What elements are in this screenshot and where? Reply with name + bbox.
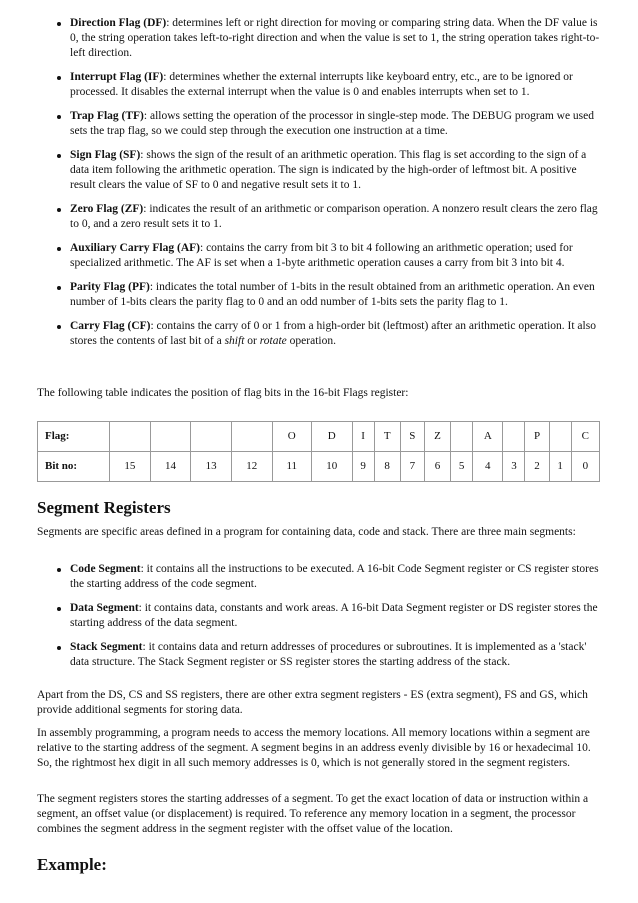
term: Zero Flag (ZF)	[70, 203, 144, 215]
list-item: Stack Segment: it contains data and return addresses of procedures or subroutines. It is implemented as a 'stack' data structure. The Stack Segment register or SS register stores the starting address of the stack.	[0, 640, 638, 670]
table-cell: I	[352, 422, 374, 452]
table-cell: 2	[525, 452, 549, 482]
segment-intro: Segments are specific areas defined in a program for containing data, code and stack. There are three main segments:	[37, 526, 576, 538]
table-cell: P	[525, 422, 549, 452]
term: Code Segment	[70, 563, 141, 575]
table-cell	[503, 422, 525, 452]
segments-list	[0, 562, 638, 670]
table-cell: 0	[571, 452, 599, 482]
table-cell	[150, 422, 191, 452]
term: Carry Flag (CF)	[70, 320, 151, 332]
term: Parity Flag (PF)	[70, 281, 150, 293]
table-cell: 13	[191, 452, 232, 482]
table-cell: 15	[110, 452, 151, 482]
paragraph: Apart from the DS, CS and SS registers, there are other extra segment registers - ES (extra segment), FS and GS, which provide additional segments for storing data.	[37, 689, 588, 716]
term: Stack Segment	[70, 641, 143, 653]
table-cell: S	[400, 422, 424, 452]
term: Data Segment	[70, 602, 139, 614]
section-heading: Segment Registers	[37, 498, 171, 517]
table-row	[38, 452, 600, 482]
term: Sign Flag (SF)	[70, 149, 141, 161]
table-cell: A	[473, 422, 503, 452]
row-label: Flag:	[38, 422, 110, 452]
list-item: Direction Flag (DF): determines left or right direction for moving or comparing string data. When the DF value is 0, the string operation takes left-to-right direction and when the value is set to 1, the string operation takes right-to-left direction.	[0, 16, 638, 61]
term: Trap Flag (TF)	[70, 110, 144, 122]
flags-table	[37, 421, 600, 482]
list-item: Trap Flag (TF): allows setting the operation of the processor in single-step mode. The DEBUG program we used sets the trap flag, so we could step through the execution one instruction at a time.	[0, 109, 638, 139]
term: Direction Flag (DF)	[70, 17, 167, 29]
table-cell: 3	[503, 452, 525, 482]
table-cell: 9	[352, 452, 374, 482]
table-cell: 4	[473, 452, 503, 482]
table-cell: O	[272, 422, 311, 452]
table-cell: 11	[272, 452, 311, 482]
table-cell: 8	[374, 452, 400, 482]
paragraph: The segment registers stores the starting addresses of a segment. To get the exact location of data or instruction within a segment, an offset value (or displacement) is required. To reference any memory location in a segment, the processor combines the segment address in the segment register with the offset value of the location.	[37, 793, 589, 835]
list-item: Interrupt Flag (IF): determines whether the external interrupts like keyboard entry, etc., are to be ignored or processed. It disables the external interrupt when the value is 0 and enables interrupts when set to 1.	[0, 70, 638, 100]
table-cell: 6	[424, 452, 450, 482]
term: Auxiliary Carry Flag (AF)	[70, 242, 200, 254]
section-heading: Example:	[37, 855, 107, 874]
table-cell: C	[571, 422, 599, 452]
paragraph: In assembly programming, a program needs to access the memory locations. All memory locations within a segment are relative to the starting address of the segment. A segment begins in an address evenly divisible by 16 or hexadecimal 10. So, the rightmost hex digit in all such memory addresses is 0, which is not generally stored in the segment registers.	[37, 727, 591, 769]
table-cell: 12	[231, 452, 272, 482]
table-cell: 14	[150, 452, 191, 482]
table-cell: 7	[400, 452, 424, 482]
list-item: Auxiliary Carry Flag (AF): contains the carry from bit 3 to bit 4 following an arithmetic operation; used for specialized arithmetic. The AF is set when a 1-byte arithmetic operation causes a carry from bit 3 into bit 4.	[0, 241, 638, 271]
flags-list	[0, 16, 638, 349]
table-cell	[231, 422, 272, 452]
table-cell: T	[374, 422, 400, 452]
list-item: Sign Flag (SF): shows the sign of the result of an arithmetic operation. This flag is set according to the sign of a data item following the arithmetic operation. The sign is indicated by the high-order of leftmost bit. A positive result clears the value of SF to 0 and negative result sets it to 1.	[0, 148, 638, 193]
table-cell	[549, 422, 571, 452]
list-item: Data Segment: it contains data, constants and work areas. A 16-bit Data Segment register or DS register stores the starting address of the data segment.	[0, 601, 638, 631]
term: Interrupt Flag (IF)	[70, 71, 164, 83]
table-cell: 10	[311, 452, 352, 482]
table-row	[38, 422, 600, 452]
list-item: Code Segment: it contains all the instructions to be executed. A 16-bit Code Segment register or CS register stores the starting address of the code segment.	[0, 562, 638, 592]
list-item: Zero Flag (ZF): indicates the result of an arithmetic or comparison operation. A nonzero result clears the zero flag to 0, and a zero result sets it to 1.	[0, 202, 638, 232]
row-label: Bit no:	[38, 452, 110, 482]
list-item: Carry Flag (CF): contains the carry of 0 or 1 from a high-order bit (leftmost) after an arithmetic operation. It also stores the contents of last bit of a shift or rotate operation.	[0, 319, 638, 349]
table-intro: The following table indicates the position of flag bits in the 16-bit Flags register:	[37, 387, 409, 399]
table-cell: Z	[424, 422, 450, 452]
table-cell	[451, 422, 473, 452]
list-item: Parity Flag (PF): indicates the total number of 1-bits in the result obtained from an arithmetic operation. An even number of 1-bits clears the parity flag to 0 and an odd number of 1-bits sets the parity flag to 1.	[0, 280, 638, 310]
table-cell: 5	[451, 452, 473, 482]
table-cell	[110, 422, 151, 452]
table-cell	[191, 422, 232, 452]
table-cell: 1	[549, 452, 571, 482]
table-cell: D	[311, 422, 352, 452]
